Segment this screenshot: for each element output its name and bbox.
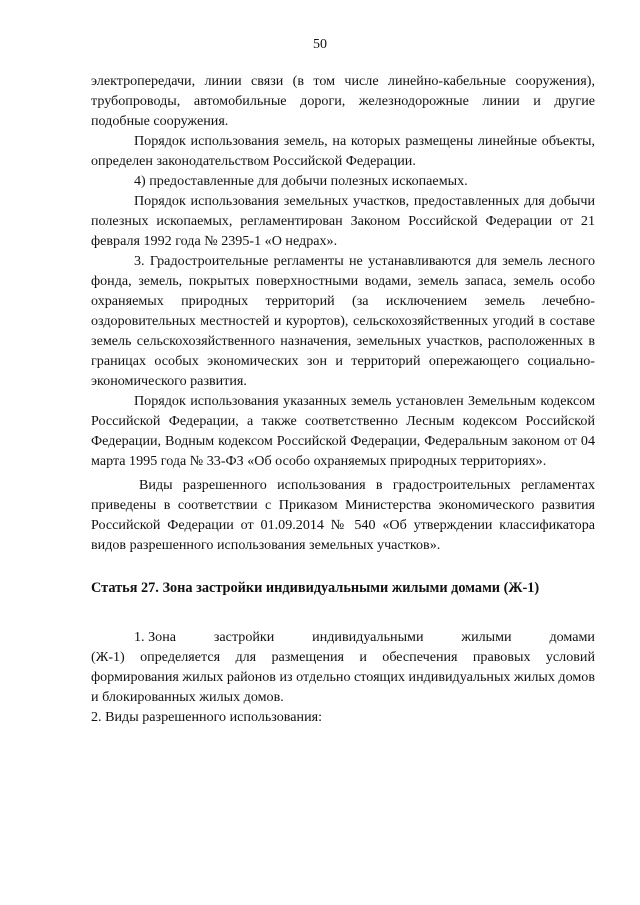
page-number: 50 xyxy=(313,37,327,52)
paragraph-linear-objects-usage: Порядок использования земель, на которых размещены линейные объекты, определен законодательством Российской Федерации. xyxy=(91,133,595,169)
zone-word-5: домами xyxy=(549,629,595,645)
document-body xyxy=(91,71,595,727)
zone-word-3: индивидуальными xyxy=(312,629,424,645)
zone-word-1: 1. Зона xyxy=(134,629,176,645)
paragraph-land-usage-order: Порядок использования указанных земель установлен Земельным кодексом Российской Федерации, а также соответственно Лесным кодексом Российской Федерации, Водным кодексом Российской Федерации, Федеральным законом от 04 марта 1995 года № 33-ФЗ «Об особо охраняемых природных территориях». xyxy=(91,393,595,469)
paragraph-mineral-extraction: 4) предоставленные для добычи полезных ископаемых. xyxy=(134,173,468,189)
zone-word-4: жилыми xyxy=(461,629,512,645)
paragraph-zone-first-line xyxy=(91,627,595,647)
paragraph-regulations-not-established: 3. Градостроительные регламенты не устанавливаются для земель лесного фонда, земель, покрытых поверхностными водами, земель запаса, земель особо охраняемых природных территорий (за исключением земель лечебно-оздоровительных местностей и курортов), сельскохозяйственных угодий в составе земель сельскохозяйственного назначения, земельных участков, расположенных в границах особых экономических зон и территорий опережающего социально-экономического развития. xyxy=(91,253,595,389)
paragraph-permitted-use-list: 2. Виды разрешенного использования: xyxy=(91,709,323,725)
article-heading: Статья 27. Зона застройки индивидуальными жилыми домами (Ж-1) xyxy=(91,580,540,596)
paragraph-zone-definition: (Ж-1) определяется для размещения и обеспечения правовых условий формирования жилых районов из отдельно стоящих индивидуальных жилых домов и блокированных жилых домов. xyxy=(91,649,595,705)
paragraph-mineral-extraction-usage: Порядок использования земельных участков, предоставленных для добычи полезных ископаемых, регламентирован Законом Российской Федерации от 21 февраля 1992 года № 2395-1 «О недрах». xyxy=(91,193,595,249)
zone-word-2: застройки xyxy=(213,629,275,645)
paragraph-linear-objects: электропередачи, линии связи (в том числе линейно-кабельные сооружения), трубопроводы, автомобильные дороги, железнодорожные линии и другие подобные сооружения. xyxy=(91,73,595,129)
paragraph-permitted-use-types: Виды разрешенного использования в градостроительных регламентах приведены в соответствии с Приказом Министерства экономического развития Российской Федерации от 01.09.2014 № 540 «Об утверждении классификатора видов разрешенного использования земельных участков». xyxy=(91,477,595,553)
